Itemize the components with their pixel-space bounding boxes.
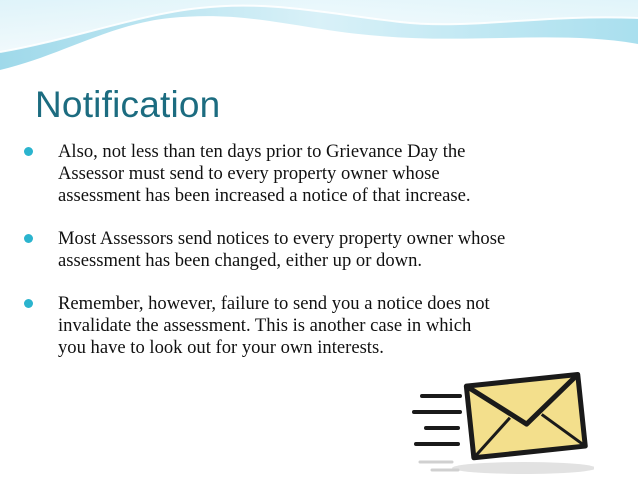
bullet-dot-icon: [24, 299, 33, 308]
bullet-line: you have to look out for your own interests.: [58, 337, 384, 358]
bullet-item: [22, 228, 582, 272]
bullet-item: [22, 293, 582, 359]
header-wave-decoration: [0, 0, 638, 80]
bullet-line: assessment has been increased a notice of that increase.: [58, 185, 471, 206]
bullet-list: [22, 141, 582, 359]
bullet-item: [22, 141, 582, 207]
bullet-dot-icon: [24, 147, 33, 156]
bullet-line: assessment has been changed, either up or down.: [58, 250, 423, 271]
bullet-line: Assessor must send to every property owner whose: [58, 163, 440, 184]
slide-title: Notification: [35, 84, 221, 125]
bullet-line: Most Assessors send notices to every property owner whose: [58, 228, 506, 249]
bullet-line: Remember, however, failure to send you a notice does not: [58, 293, 490, 314]
bullet-line: Also, not less than ten days prior to Grievance Day the: [58, 141, 466, 162]
bullet-dot-icon: [24, 234, 33, 243]
envelope-icon: [412, 368, 594, 476]
bullet-line: invalidate the assessment. This is another case in which: [58, 315, 472, 336]
